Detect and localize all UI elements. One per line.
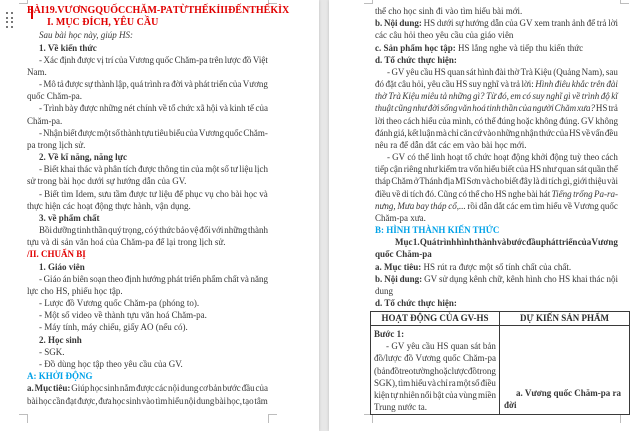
text-line: 1. Về kiến thức — [39, 42, 97, 53]
text-line: - Giáo án biên soạn theo định hướng phát triển phẩm chất và năng — [39, 273, 268, 284]
text-line: thuật cũng như đời sống văn hoá tinh thần của người Chăm xưa? HS trả — [375, 103, 618, 114]
text-line: Bồi dưỡng tinh thần quý trọng, có ý thức bảo vệ đối với những thành — [39, 225, 268, 236]
text-line: Mục 1. Quá trình hình thành và bước đầu phát triển của Vương — [395, 237, 618, 248]
text-line: a. Mục tiêu: Giúp học sinh nắm được các nội dung cơ bản bước đầu của — [27, 383, 268, 394]
text-line: b. Nội dung: HS dưới sự hướng dẫn của GV xem tranh ảnh để trả lời — [375, 18, 618, 29]
text-line: đánh giá, kết luận mà chỉ căn cứ vào những nhận thức của HS về vấn đều — [375, 127, 618, 138]
text-line: - GV yêu cầu HS quan sát bản — [386, 341, 496, 352]
table-header-activity: HOẠT ĐỘNG CỦA GV-HS — [371, 312, 500, 325]
text-line: - GV có thể linh hoạt tổ chức hoạt động khởi động tuỳ theo cách — [387, 152, 618, 163]
text-line: A: KHỞI ĐỘNG — [27, 371, 93, 382]
text-line: tháp Chăm ở Thánh địa Mĩ Sơn và cho biết đây là di tích gì, giới thiệu vài — [375, 176, 618, 187]
text-line: - Máy tính, máy chiếu, giấy AO (nếu có). — [39, 322, 188, 333]
text-line: - Biết tìm Idem, sưu tầm được tư liệu để phục vụ cho bài học và — [39, 188, 268, 199]
text-line: điều về di tích đó. Cũng có thể cho HS nghe bài hát Tiếng trống Pa-ra- — [375, 188, 618, 199]
text-line: (bản đồ treo tường hoặc lược đồ trong — [374, 365, 496, 376]
text-line: BÀI 19. VƯƠNG QUỐC CHĂM-PA TỪ THẾ KỈ II ĐẾN THẾ KÌ X — [27, 5, 290, 16]
text-line: đồ/lược đồ Vương quốc Chăm-pa — [374, 353, 496, 364]
text-line: a. Mục tiêu: HS rút ra được một số tính chất của chất. — [375, 261, 572, 272]
text-line: Chăm-pa xưa. — [375, 212, 426, 223]
margin-corner-mark — [268, 0, 277, 4]
lesson-table-header-row — [371, 312, 629, 326]
text-line: dung — [375, 285, 393, 296]
text-line: b. Nội dung: GV sử dụng kênh chữ, kênh hình cho HS khai thác nội — [375, 273, 618, 284]
page-left-text-column[interactable] — [27, 5, 290, 407]
text-line: 3. về phẩm chất — [39, 212, 100, 223]
text-line: pa trong lịch sử. — [27, 139, 86, 150]
text-line: - Lược đồ Vương quốc Chăm-pa (phóng to). — [39, 298, 200, 309]
text-line: kiện tự nhiên nổi bật của vùng miền — [374, 389, 496, 400]
text-line: B: HÌNH THÀNH KIẾN THỨC — [375, 225, 500, 236]
text-line: 2. Về kĩ năng, năng lực — [39, 152, 128, 163]
text-line: Bước 1: — [374, 329, 405, 339]
lesson-table[interactable] — [370, 311, 630, 415]
text-line: các câu hỏi theo yêu cầu của giáo viên — [375, 30, 514, 41]
text-line: thực hiện các hoạt động thực hành, vận dụng. — [27, 200, 191, 211]
text-line: 1. Giáo viên — [39, 261, 85, 272]
document-page-right[interactable] — [329, 0, 640, 431]
document-page-left[interactable] — [0, 0, 319, 431]
page-right-text-column[interactable] — [375, 5, 618, 309]
text-line: - Nhận biết được một số thành tựu tiêu biểu của Vương quốc Chăm- — [39, 127, 268, 138]
text-line: lực cho HS, phiếu học tập. — [27, 285, 123, 296]
text-line: - SGK. — [39, 346, 65, 357]
margin-corner-mark — [364, 0, 373, 4]
text-line: - Trình bày được những nét chính về tổ chức xã hội và kinh tế của — [39, 103, 268, 114]
text-line: a. Vương quốc Chăm-pa ra — [516, 387, 621, 398]
text-line: Trung nước ta. — [374, 402, 428, 413]
text-line: - GV yêu cầu HS quan sát hình đài thờ Trà Kiệu (Quảng Nam), sau — [387, 66, 618, 77]
text-line: bài học cần đạt được, đưa học sinh vào tìm hiểu nội dung bài học, tạo tâm — [27, 395, 268, 406]
margin-corner-mark — [620, 0, 629, 4]
text-line: - Biết khai thác và phân tích được thông tin của một số tư liệu lịch — [39, 164, 268, 175]
text-line: d. Tổ chức thực hiện: — [375, 54, 457, 65]
text-line: /II. CHUẨN BỊ — [27, 249, 86, 260]
text-line: SGK), tìm hiểu và chỉ ra một số điều — [374, 377, 496, 388]
table-cell-activity[interactable] — [371, 326, 500, 414]
margin-corner-mark — [19, 414, 28, 423]
text-line: tiếp cận riêng như kiểm tra vốn hiểu biết của HS như quan sát quần thể — [375, 164, 618, 175]
text-line: sử trong bài học dưới sự hướng dẫn của GV. — [27, 176, 187, 187]
text-line: 2. Học sinh — [39, 334, 82, 345]
table-header-expected-product: DỰ KIẾN SẢN PHẨM — [520, 313, 609, 323]
text-line: I. MỤC ĐÍCH, YÊU CẦU — [47, 17, 159, 29]
text-line: đời — [504, 399, 517, 410]
text-line: thờ Trà Kiệu miêu tả những gì? Từ đó, em có suy nghĩ gì về trình độ kĩ — [375, 91, 618, 102]
text-line: c. Sản phẩm học tập: HS lắng nghe và tiếp thu kiến thức — [375, 42, 584, 53]
text-line: Sau bài học này, giúp HS: — [39, 30, 133, 41]
text-line: Nam. — [27, 66, 47, 77]
text-line: nưng, Mưa bay tháp cổ,... rồi dẫn dắt các em tìm hiểu về Vương quốc — [375, 200, 618, 211]
text-line: quốc Chăm-pa. — [27, 91, 82, 102]
text-line: tựu và di sản văn hoá của Chăm-pa để lại trong lịch sử. — [27, 237, 226, 248]
text-line: đó đặt câu hỏi, yêu cầu HS suy nghĩ và trả lời: Hình điêu khắc trên đài — [375, 79, 618, 90]
text-line: nêu ra để dẫn dắt các em vào bài học mới. — [375, 139, 527, 150]
text-line: lời theo cách hiểu của mình, có thể đúng hoặc không đúng. GV không — [375, 115, 618, 126]
margin-corner-mark — [364, 414, 373, 423]
text-line: d. Tổ chức thực hiện: — [375, 298, 457, 309]
text-line: thể cho học sinh đi vào tìm hiểu bài mới. — [375, 6, 523, 16]
text-line: - Mô tả được sự thành lập, quá trình ra đời và phát triển của Vương — [39, 79, 268, 90]
margin-corner-mark — [19, 0, 28, 4]
margin-corner-mark — [268, 414, 277, 423]
drag-handle-icon[interactable] — [6, 12, 17, 29]
lesson-table-body-row — [371, 326, 629, 414]
margin-corner-mark — [620, 414, 629, 423]
text-line: - Xác định được vị trí của Vương quốc Chăm-pa trên lược đồ Việt — [39, 54, 268, 65]
text-line: Chăm-pa. — [27, 115, 63, 126]
text-line: quốc Chăm-pa — [375, 249, 432, 260]
text-line: - Một số video về thành tựu văn hoá Chăm-pa. — [39, 310, 207, 321]
text-line: - Đồ dùng học tập theo yêu cầu của GV. — [39, 358, 183, 369]
table-cell-expected-product[interactable] — [500, 326, 629, 414]
